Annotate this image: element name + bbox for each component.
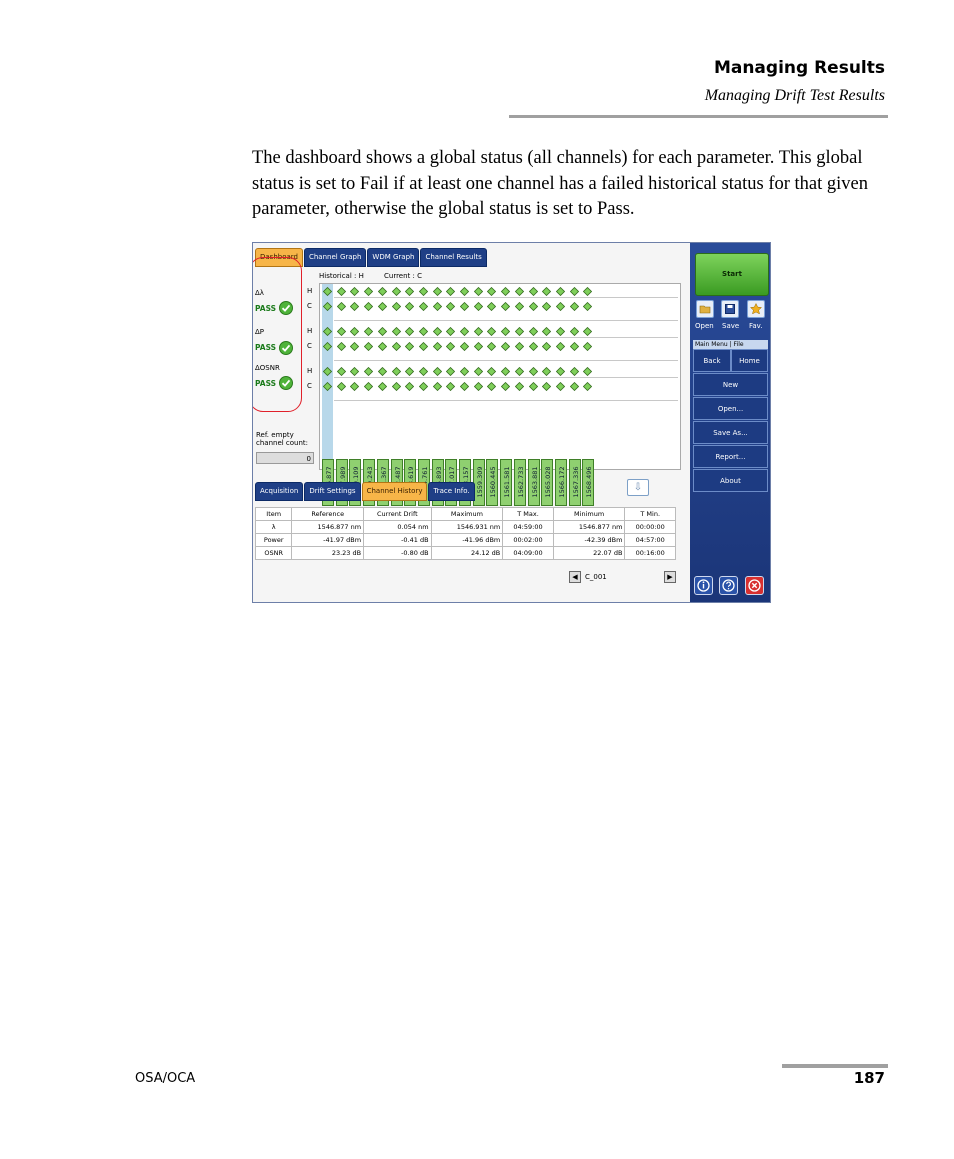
table-cell: 1546.877 nm xyxy=(553,521,625,534)
main-panel xyxy=(253,243,690,602)
status-ok-icon xyxy=(337,287,346,296)
status-ok-icon xyxy=(501,382,510,391)
channel-label[interactable] xyxy=(582,459,594,506)
status-ok-icon xyxy=(392,302,401,311)
screenshot xyxy=(252,242,771,603)
status-ok-icon xyxy=(474,327,483,336)
channel-label[interactable] xyxy=(514,459,526,506)
row-label-c: C xyxy=(307,382,312,390)
start-button[interactable]: Start xyxy=(695,253,769,296)
tab-channel-results[interactable]: Channel Results xyxy=(420,248,486,267)
status-ok-icon xyxy=(433,367,442,376)
row-label-c: C xyxy=(307,302,312,310)
status-ok-icon xyxy=(433,302,442,311)
status-ok-icon xyxy=(460,367,469,376)
status-ok-icon xyxy=(323,382,332,391)
status-ok-icon xyxy=(529,342,538,351)
status-ok-icon xyxy=(323,287,332,296)
param-power-label: ΔP xyxy=(255,328,265,336)
status-ok-icon xyxy=(419,287,428,296)
prev-channel-button[interactable]: ◀ xyxy=(569,571,581,583)
status-ok-icon xyxy=(556,287,565,296)
status-ok-icon xyxy=(350,382,359,391)
channel-label[interactable] xyxy=(528,459,540,506)
row-label-h: H xyxy=(307,327,313,335)
status-ok-icon xyxy=(405,302,414,311)
status-ok-icon xyxy=(501,302,510,311)
status-ok-icon xyxy=(542,302,551,311)
channel-wavelength: 1567.336 xyxy=(571,466,580,498)
save-as-button[interactable]: Save As... xyxy=(693,421,768,444)
legend-current: Current : C xyxy=(384,272,422,280)
channel-wavelength: 1559.309 xyxy=(475,466,484,498)
legend-historical: Historical : H xyxy=(319,272,364,280)
fav-label: Fav. xyxy=(749,322,763,330)
column-header: T Max. xyxy=(503,508,554,521)
side-panel xyxy=(690,243,770,602)
grid-line xyxy=(334,360,678,361)
status-ok-icon xyxy=(570,327,579,336)
status-ok-icon xyxy=(515,367,524,376)
column-header: Item xyxy=(256,508,292,521)
help-icon[interactable] xyxy=(719,576,738,595)
channel-wavelength: 1568.496 xyxy=(585,466,594,498)
status-ok-icon xyxy=(556,382,565,391)
status-ok-icon xyxy=(515,287,524,296)
status-ok-icon xyxy=(378,327,387,336)
status-ok-icon xyxy=(474,382,483,391)
status-ok-icon xyxy=(446,327,455,336)
param-lambda-status: PASS xyxy=(255,304,277,313)
table-cell: 00:16:00 xyxy=(625,547,676,560)
header-rule xyxy=(509,115,888,118)
status-ok-icon xyxy=(583,342,592,351)
tab-trace-info[interactable]: Trace Info. xyxy=(428,482,474,501)
table-cell: Power xyxy=(256,534,292,547)
history-table xyxy=(255,507,676,560)
table-cell: -41.96 dBm xyxy=(431,534,503,547)
status-ok-icon xyxy=(570,302,579,311)
status-ok-icon xyxy=(487,382,496,391)
report-button[interactable]: Report... xyxy=(693,445,768,468)
status-ok-icon xyxy=(364,327,373,336)
column-header: Reference xyxy=(292,508,364,521)
channel-wavelength: 1561.581 xyxy=(503,466,512,498)
status-ok-icon xyxy=(487,367,496,376)
param-lambda-label: Δλ xyxy=(255,289,264,297)
status-ok-icon xyxy=(392,367,401,376)
status-ok-icon xyxy=(474,302,483,311)
status-ok-icon xyxy=(446,342,455,351)
current-row xyxy=(320,381,680,393)
param-osnr-label: ΔOSNR xyxy=(255,364,280,372)
status-ok-icon xyxy=(378,342,387,351)
status-ok-icon xyxy=(474,367,483,376)
status-ok-icon xyxy=(419,327,428,336)
table-row xyxy=(256,547,676,560)
table-row xyxy=(256,521,676,534)
channel-wavelength: 1566.172 xyxy=(557,466,566,498)
status-ok-icon xyxy=(556,327,565,336)
table-header-row xyxy=(256,508,676,521)
menu-header: Main Menu | File xyxy=(693,340,768,349)
status-ok-icon xyxy=(323,342,332,351)
status-ok-icon xyxy=(487,342,496,351)
status-ok-icon xyxy=(323,302,332,311)
table-cell: 04:57:00 xyxy=(625,534,676,547)
table-cell: -0.41 dB xyxy=(364,534,431,547)
table-cell: -0.80 dB xyxy=(364,547,431,560)
tab-dashboard[interactable]: Dashboard xyxy=(255,248,303,267)
channel-label[interactable] xyxy=(541,459,553,506)
status-ok-icon xyxy=(350,367,359,376)
footer-rule xyxy=(782,1064,888,1068)
status-ok-icon xyxy=(364,367,373,376)
status-highlight-oval xyxy=(252,257,302,412)
page-number: 187 xyxy=(853,1069,885,1087)
column-header: Maximum xyxy=(431,508,503,521)
status-ok-icon xyxy=(556,302,565,311)
status-ok-icon xyxy=(529,327,538,336)
status-ok-icon xyxy=(501,287,510,296)
intro-paragraph: The dashboard shows a global status (all channels) for each parameter. This global status is set to Fail if at least one channel has a failed historical status for that given parameter, otherwise the global status is set to Pass. xyxy=(252,148,868,219)
grid-line xyxy=(334,320,678,321)
save-label: Save xyxy=(722,322,740,330)
status-ok-icon xyxy=(350,302,359,311)
table-cell: 1546.877 nm xyxy=(292,521,364,534)
status-ok-icon xyxy=(392,287,401,296)
param-osnr-status: PASS xyxy=(255,379,277,388)
table-cell: 0.054 nm xyxy=(364,521,431,534)
table-cell: 04:09:00 xyxy=(503,547,554,560)
current-row xyxy=(320,341,680,353)
status-ok-icon xyxy=(350,287,359,296)
tab-acquisition[interactable]: Acquisition xyxy=(255,482,303,501)
row-label-c: C xyxy=(307,342,312,350)
status-ok-icon xyxy=(433,287,442,296)
channel-label[interactable] xyxy=(555,459,567,506)
status-ok-icon xyxy=(378,382,387,391)
channel-wavelength: 1560.445 xyxy=(489,466,498,498)
status-ok-icon xyxy=(337,382,346,391)
status-ok-icon xyxy=(542,327,551,336)
status-ok-icon xyxy=(364,342,373,351)
channel-wavelength: 1565.028 xyxy=(544,466,553,498)
next-channel-button[interactable]: ▶ xyxy=(664,571,676,583)
channel-label[interactable] xyxy=(569,459,581,506)
status-ok-icon xyxy=(529,382,538,391)
status-ok-icon xyxy=(460,342,469,351)
status-ok-icon xyxy=(337,367,346,376)
channel-selector[interactable]: C_001 xyxy=(585,573,607,581)
status-ok-icon xyxy=(515,302,524,311)
historical-row xyxy=(320,366,680,378)
status-ok-icon xyxy=(487,327,496,336)
status-ok-icon xyxy=(419,302,428,311)
status-ok-icon xyxy=(378,367,387,376)
param-power-status: PASS xyxy=(255,343,277,352)
grid-line xyxy=(334,400,678,401)
status-ok-icon xyxy=(405,367,414,376)
status-ok-icon xyxy=(501,342,510,351)
row-label-h: H xyxy=(307,367,313,375)
status-ok-icon xyxy=(474,287,483,296)
channel-label[interactable] xyxy=(500,459,512,506)
status-ok-icon xyxy=(405,342,414,351)
bottom-tabs xyxy=(255,482,476,501)
header-title: Managing Results xyxy=(713,58,885,78)
status-ok-icon xyxy=(419,342,428,351)
table-cell: OSNR xyxy=(256,547,292,560)
status-ok-icon xyxy=(323,367,332,376)
historical-row xyxy=(320,286,680,298)
status-ok-icon xyxy=(515,327,524,336)
status-ok-icon xyxy=(337,302,346,311)
table-cell: 04:59:00 xyxy=(503,521,554,534)
status-ok-icon xyxy=(378,287,387,296)
channel-label[interactable] xyxy=(486,459,498,506)
status-ok-icon xyxy=(446,302,455,311)
about-button[interactable]: About xyxy=(693,469,768,492)
status-ok-icon xyxy=(433,382,442,391)
table-row xyxy=(256,534,676,547)
status-ok-icon xyxy=(405,327,414,336)
save-icon[interactable] xyxy=(721,300,739,318)
status-ok-icon xyxy=(556,342,565,351)
status-ok-icon xyxy=(583,327,592,336)
new-button[interactable]: New xyxy=(693,373,768,396)
status-ok-icon xyxy=(529,367,538,376)
table-cell: 1546.931 nm xyxy=(431,521,503,534)
status-ok-icon xyxy=(542,342,551,351)
status-ok-icon xyxy=(405,287,414,296)
status-ok-icon xyxy=(570,287,579,296)
open-button[interactable]: Open... xyxy=(693,397,768,420)
status-ok-icon xyxy=(529,287,538,296)
status-ok-icon xyxy=(392,327,401,336)
status-ok-icon xyxy=(542,287,551,296)
status-ok-icon xyxy=(323,327,332,336)
row-label-h: H xyxy=(307,287,313,295)
footer-product: OSA/OCA xyxy=(135,1071,196,1086)
status-ok-icon xyxy=(501,367,510,376)
star-icon[interactable] xyxy=(747,300,765,318)
ref-empty-value: 0 xyxy=(256,452,314,464)
table-cell: 00:00:00 xyxy=(625,521,676,534)
column-header: T Min. xyxy=(625,508,676,521)
open-label: Open xyxy=(695,322,714,330)
status-ok-icon xyxy=(350,327,359,336)
table-cell: λ xyxy=(256,521,292,534)
status-ok-icon xyxy=(392,382,401,391)
tab-channel-graph[interactable]: Channel Graph xyxy=(304,248,366,267)
table-cell: -42.39 dBm xyxy=(553,534,625,547)
home-button[interactable]: Home xyxy=(731,349,768,372)
status-ok-icon xyxy=(446,367,455,376)
status-ok-icon xyxy=(570,342,579,351)
status-ok-icon xyxy=(501,327,510,336)
back-button[interactable]: Back xyxy=(693,349,731,372)
status-ok-icon xyxy=(364,382,373,391)
info-icon[interactable] xyxy=(694,576,713,595)
column-header: Minimum xyxy=(553,508,625,521)
status-ok-icon xyxy=(515,382,524,391)
status-ok-icon xyxy=(583,382,592,391)
tab-drift-settings[interactable]: Drift Settings xyxy=(304,482,360,501)
current-row xyxy=(320,301,680,313)
status-ok-icon xyxy=(542,382,551,391)
channel-wavelength: 1563.881 xyxy=(530,466,539,498)
status-ok-icon xyxy=(392,342,401,351)
status-ok-icon xyxy=(583,367,592,376)
status-ok-icon xyxy=(446,287,455,296)
status-ok-icon xyxy=(542,367,551,376)
status-ok-icon xyxy=(460,287,469,296)
status-ok-icon xyxy=(350,342,359,351)
status-ok-icon xyxy=(583,302,592,311)
status-ok-icon xyxy=(433,327,442,336)
folder-icon[interactable] xyxy=(696,300,714,318)
status-ok-icon xyxy=(364,302,373,311)
status-ok-icon xyxy=(487,302,496,311)
status-ok-icon xyxy=(446,382,455,391)
status-ok-icon xyxy=(570,367,579,376)
status-ok-icon xyxy=(433,342,442,351)
status-ok-icon xyxy=(419,382,428,391)
channel-wavelength: 1562.733 xyxy=(516,466,525,498)
status-ok-icon xyxy=(583,287,592,296)
status-ok-icon xyxy=(419,367,428,376)
tab-channel-history[interactable]: Channel History xyxy=(362,482,428,501)
status-ok-icon xyxy=(337,342,346,351)
status-ok-icon xyxy=(337,327,346,336)
status-ok-icon xyxy=(364,287,373,296)
column-header: Current Drift xyxy=(364,508,431,521)
status-ok-icon xyxy=(474,342,483,351)
table-cell: 24.12 dB xyxy=(431,547,503,560)
table-cell: 23.23 dB xyxy=(292,547,364,560)
status-ok-icon xyxy=(515,342,524,351)
status-ok-icon xyxy=(460,382,469,391)
status-ok-icon xyxy=(460,302,469,311)
arrow-down-icon[interactable]: ⇩ xyxy=(627,479,649,496)
status-ok-icon xyxy=(378,302,387,311)
table-cell: 22.07 dB xyxy=(553,547,625,560)
header-subtitle: Managing Drift Test Results xyxy=(704,87,885,104)
historical-row xyxy=(320,326,680,338)
table-cell: -41.97 dBm xyxy=(292,534,364,547)
ref-empty-label: Ref. empty channel count: xyxy=(256,431,309,447)
status-ok-icon xyxy=(570,382,579,391)
status-ok-icon xyxy=(487,287,496,296)
table-cell: 00:02:00 xyxy=(503,534,554,547)
status-ok-icon xyxy=(405,382,414,391)
tab-wdm-graph[interactable]: WDM Graph xyxy=(367,248,419,267)
status-ok-icon xyxy=(460,327,469,336)
close-icon[interactable] xyxy=(745,576,764,595)
status-ok-icon xyxy=(529,302,538,311)
status-ok-icon xyxy=(556,367,565,376)
